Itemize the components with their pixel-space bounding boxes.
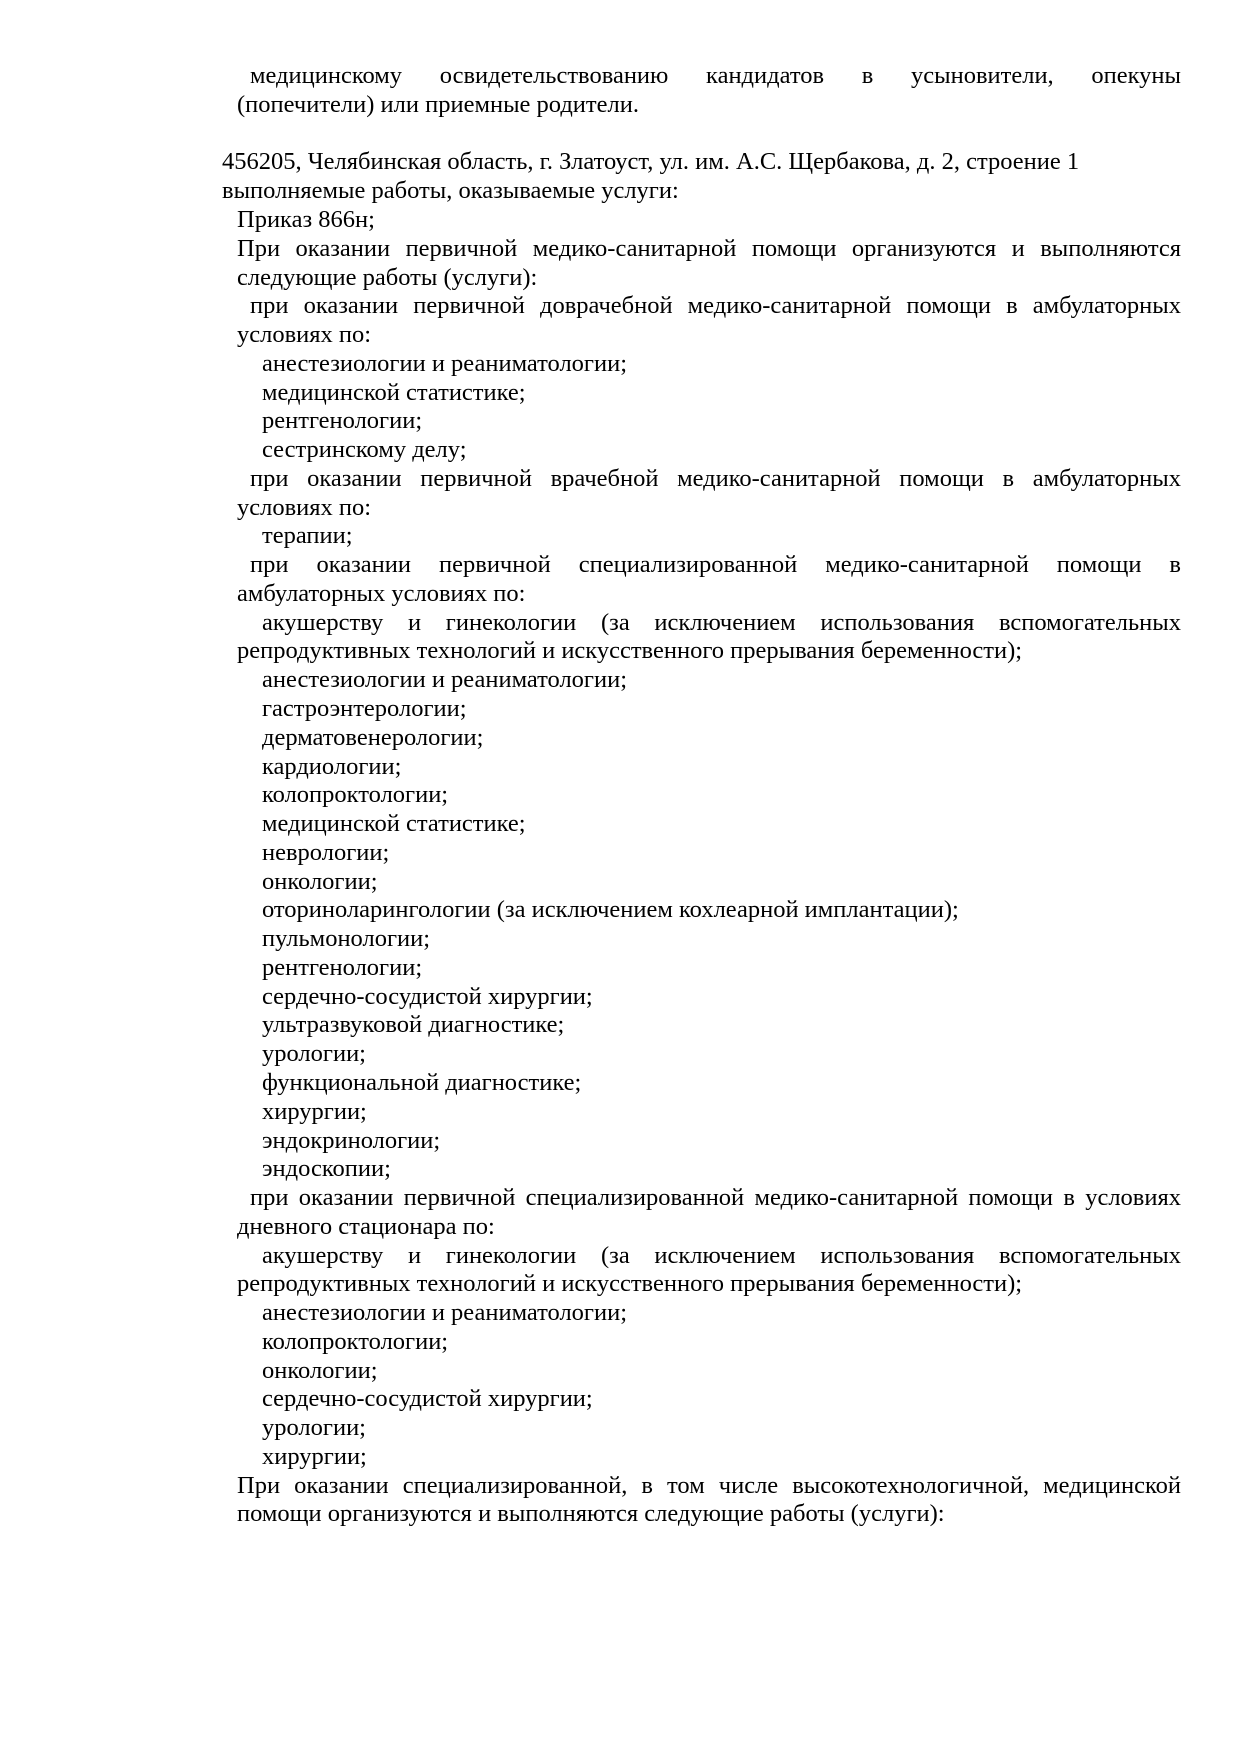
list-item: сердечно-сосудистой хирургии; (262, 1385, 593, 1413)
premedical-heading-line-2: условиях по: (237, 321, 372, 349)
address-block (222, 148, 1181, 206)
list-item: анестезиологии и реаниматологии; (262, 349, 628, 377)
list-item: кардиологии; (262, 752, 402, 780)
obstetrics-line-1: акушерству и гинекологии (за исключением использования вспомогательных (262, 1241, 1181, 1269)
list-item: сестринскому делу; (262, 436, 467, 464)
list-item: эндоскопии; (262, 1155, 391, 1183)
specialized-heading-line-2: помощи организуются и выполняются следующие работы (услуги): (237, 1500, 945, 1528)
list-item: дерматовенерологии; (262, 723, 484, 751)
obstetrics-line-1: акушерству и гинекологии (за исключением использования вспомогательных (262, 608, 1181, 636)
list-item: анестезиологии и реаниматологии; (262, 666, 628, 694)
list-item: пульмонологии; (262, 925, 431, 953)
specialized-heading-line-1: При оказании специализированной, в том числе высокотехнологичной, медицинской (237, 1471, 1181, 1499)
list-item: медицинской статистике; (262, 378, 526, 406)
order-reference: Приказ 866н; (237, 206, 375, 233)
list-item: онкологии; (262, 1356, 378, 1384)
day-hospital-heading-line-1: при оказании первичной специализированной медико-санитарной помощи в условиях (250, 1184, 1181, 1212)
list-item: гастроэнтерологии; (262, 695, 467, 723)
list-item: анестезиологии и реаниматологии; (262, 1299, 628, 1327)
obstetrics-line-2: репродуктивных технологий и искусственного прерывания беременности); (237, 637, 1023, 665)
services-list (237, 206, 1181, 1529)
specialized-outpatient-heading-line-1: при оказании первичной специализированной медико-санитарной помощи в (250, 551, 1181, 579)
list-item: ультразвуковой диагностике; (262, 1011, 565, 1039)
list-item: онкологии; (262, 867, 378, 895)
obstetrics-line-2: репродуктивных технологий и искусственного прерывания беременности); (237, 1270, 1023, 1298)
premedical-heading-line-1: при оказании первичной доврачебной медико-санитарной помощи в амбулаторных (250, 292, 1181, 320)
intro-line-1: медицинскому освидетельствованию кандидатов в усыновители, опекуны (250, 62, 1181, 89)
primary-heading-line-1: При оказании первичной медико-санитарной помощи организуются и выполняются (237, 234, 1181, 262)
intro-paragraph (237, 62, 1181, 120)
specialized-outpatient-heading-line-2: амбулаторных условиях по: (237, 579, 526, 607)
list-item: функциональной диагностике; (262, 1068, 582, 1096)
list-item: урологии; (262, 1040, 366, 1068)
list-item: эндокринологии; (262, 1126, 441, 1154)
list-item: колопроктологии; (262, 1327, 449, 1355)
list-item: неврологии; (262, 838, 390, 866)
list-item: колопроктологии; (262, 781, 449, 809)
list-item: рентгенологии; (262, 953, 423, 981)
list-item: хирургии; (262, 1097, 367, 1125)
list-item: сердечно-сосудистой хирургии; (262, 982, 593, 1010)
works-label: выполняемые работы, оказываемые услуги: (222, 176, 679, 204)
day-hospital-heading-line-2: дневного стационара по: (237, 1212, 495, 1240)
primary-heading-line-2: следующие работы (услуги): (237, 263, 538, 291)
medical-heading-line-2: условиях по: (237, 493, 372, 521)
list-item: хирургии; (262, 1442, 367, 1470)
intro-line-2: (попечители) или приемные родители. (237, 90, 639, 118)
address-line: 456205, Челябинская область, г. Златоуст, ул. им. А.С. Щербакова, д. 2, строение 1 (222, 148, 1080, 175)
list-item: урологии; (262, 1414, 366, 1442)
list-item: медицинской статистике; (262, 810, 526, 838)
list-item: терапии; (262, 522, 353, 550)
medical-heading-line-1: при оказании первичной врачебной медико-санитарной помощи в амбулаторных (250, 464, 1181, 492)
list-item: рентгенологии; (262, 407, 423, 435)
list-item: оториноларингологии (за исключением кохлеарной имплантации); (262, 896, 959, 924)
